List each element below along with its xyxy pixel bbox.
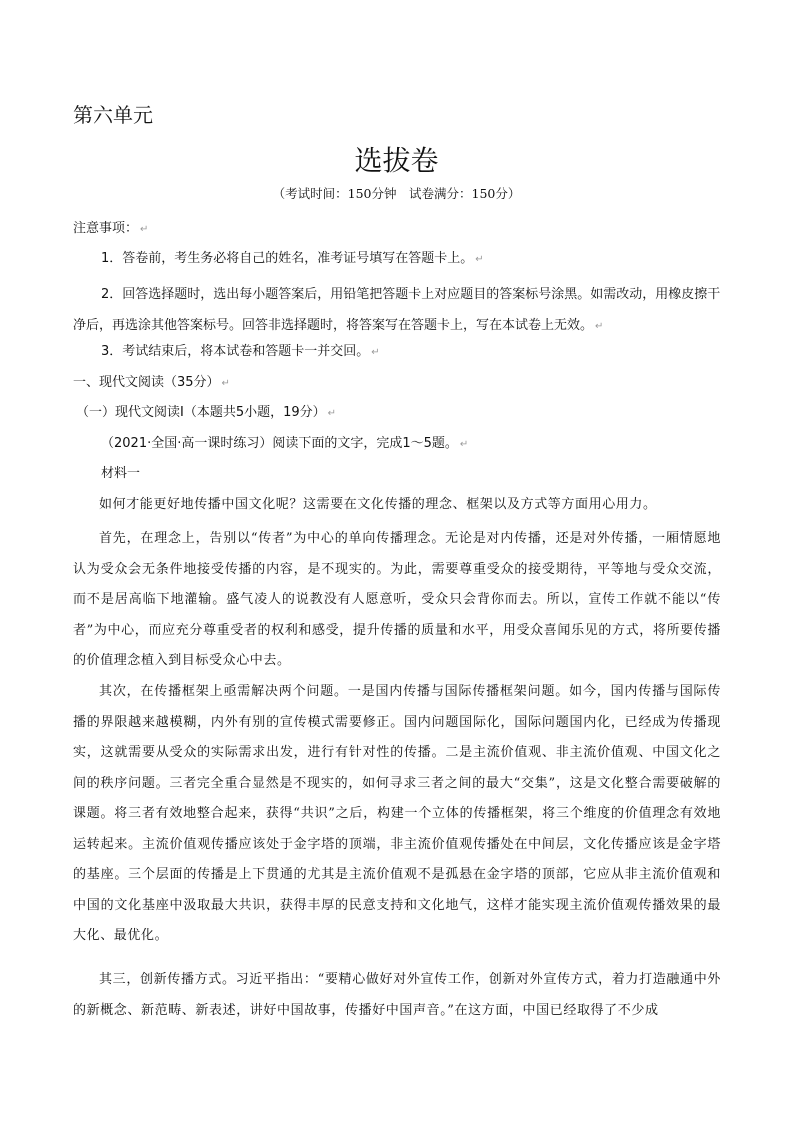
notice-item-2 [73, 279, 723, 342]
notice-text-2: 2．回答选择题时，选出每小题答案后，用铅笔把答题卡上对应题目的答案标号涂黑。如需改动，用橡皮擦干净后，再选涂其他答案标号。回答非选择题时，将答案写在答题卡上，写在本试卷上无效。 [73, 287, 721, 333]
paragraph-3: 其次，在传播框架上亟需解决两个问题。一是国内传播与国际传播框架问题。如今，国内传播与国际传播的界限越来越模糊，内外有别的宣传模式需要修正。国内问题国际化，国际问题国内化，已经成为传播现实，这就需要从受众的实际需求出发，进行有针对性的传播。二是主流价值观、非主流价值观、中国文化之间的秩序问题。三者完全重合显然是不现实的，如何寻求三者之间的最大“交集”，这是文化整合需要破解的课题。将三者有效地整合起来，获得“共识”之后，构建一个立体的传播框架，将三个维度的价值理念有效地运转起来。主流价值观传播应该处于金字塔的顶端，非主流价值观传播处在中间层，文化传播应该是金字塔的基座。三个层面的传播是上下贯通的尤其是主流价值观不是孤悬在金字塔的顶部，它应从非主流价值观和中国的文化基座中汲取最大共识，获得丰厚的民意支持和文化地气，这样才能实现主流价值观传播效果的最大化、最优化。 [73, 684, 721, 943]
paragraph-mark-icon: ↵ [459, 439, 469, 450]
notice-text-3: 3．考试结束后，将本试卷和答题卡一并交回。 [101, 344, 370, 359]
paragraph-mark-icon: ↵ [327, 408, 337, 419]
section-heading [73, 373, 723, 394]
notice-text-1: 1．答卷前，考生务必将自己的姓名，准考证号填写在答题卡上。 [101, 251, 474, 266]
unit-heading: 第六单元 [73, 103, 153, 127]
material-label: 材料一 [101, 466, 141, 481]
paragraph-1: 如何才能更好地传播中国文化呢？这需要在文化传播的理念、框架以及方式等方面用心用力。 [99, 497, 657, 512]
paragraph-2: 首先，在理念上，告别以“传者”为中心的单向传播理念。无论是对内传播，还是对外传播，一厢情愿地认为受众会无条件地接受传播的内容，是不现实的。为此，需要尊重受众的接受期待，平等地与受众交流，而不是居高临下地灌输。盛气凌人的说教没有人愿意听，受众只会背你而去。所以，宣传工作就不能以“传者”为中心，而应充分尊重受者的权利和感受，提升传播的质量和水平，用受众喜闻乐见的方式，将所要传播的价值理念植入到目标受众心中去。 [73, 531, 721, 668]
notice-heading-text: 注意事项： [73, 221, 139, 236]
paragraph-mark-icon: ↵ [221, 378, 230, 389]
notice-item-3 [101, 342, 751, 363]
subsection-heading-text: （一）现代文阅读Ⅰ（本题共5小题，19分） [76, 405, 326, 420]
paragraph-mark-icon: ↵ [475, 254, 484, 265]
exam-info: （考试时间：150分钟 试卷满分：150分） [272, 186, 521, 201]
section-heading-text: 一、现代文阅读（35分） [73, 375, 220, 390]
paragraph-mark-icon: ↵ [595, 321, 604, 332]
instruction [101, 434, 751, 455]
subsection-heading [76, 403, 726, 424]
paragraph-mark-icon: ↵ [371, 347, 380, 358]
paragraph-mark-icon: ↵ [140, 224, 149, 235]
page-title: 选拔卷 [354, 144, 439, 177]
paragraph-4: 其三，创新传播方式。习近平指出：“要精心做好对外宣传工作，创新对外宣传方式，着力打造融通中外的新概念、新范畴、新表述，讲好中国故事，传播好中国声音。”在这方面，中国已经取得了不少成 [73, 972, 721, 1018]
instruction-text: （2021·全国·高一课时练习）阅读下面的文字，完成1～5题。 [101, 436, 458, 451]
notice-item-1 [101, 249, 751, 270]
notice-heading [73, 219, 723, 240]
